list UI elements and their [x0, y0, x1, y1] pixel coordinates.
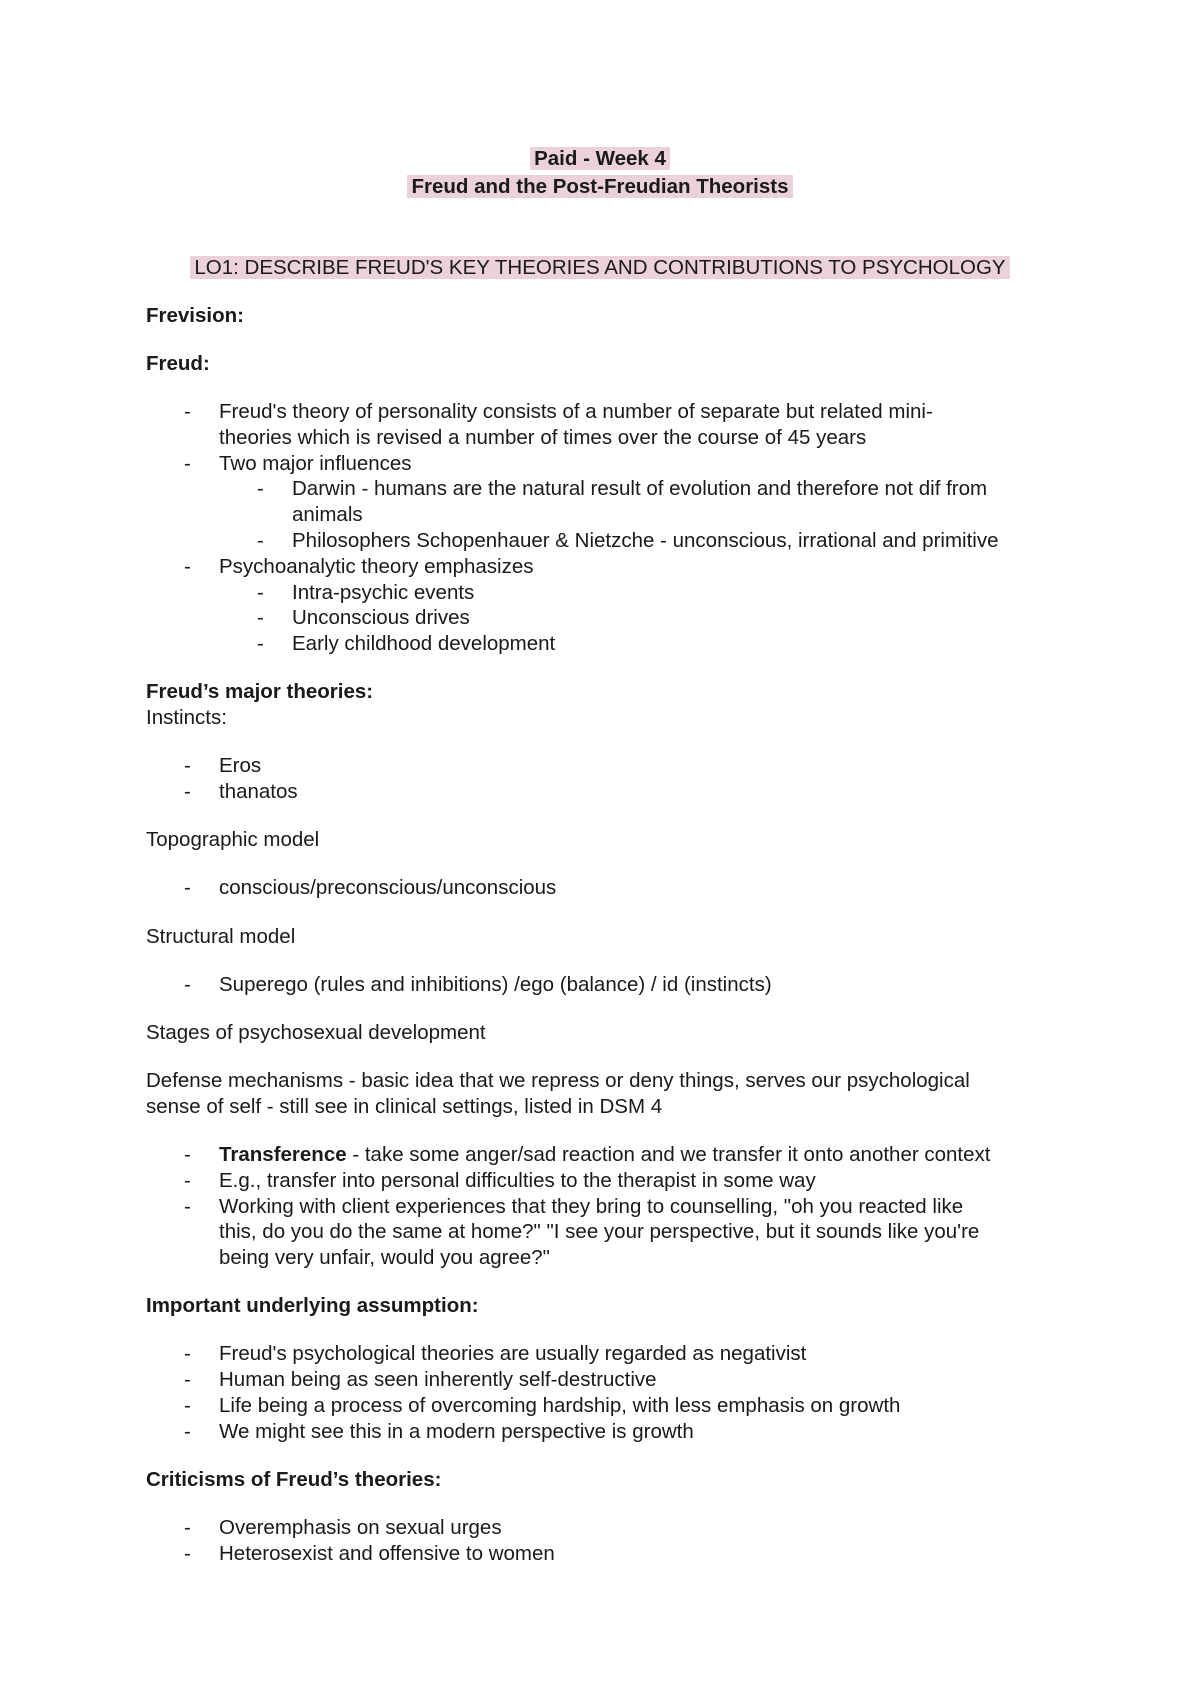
- bullet-dash: -: [184, 1169, 191, 1192]
- bullet-dash: -: [184, 1516, 191, 1539]
- topographic-label: Topographic model: [146, 828, 320, 851]
- frevision-heading: Frevision:: [146, 304, 244, 327]
- list-item: conscious/preconscious/unconscious: [219, 876, 557, 899]
- bullet-dash: -: [184, 973, 191, 996]
- bullet-dash: -: [184, 1368, 191, 1391]
- bullet-dash: -: [184, 400, 191, 423]
- defense-text-continuation: sense of self - still see in clinical settings, listed in DSM 4: [146, 1095, 663, 1118]
- bullet-dash: -: [257, 477, 264, 500]
- bullet-dash: -: [184, 754, 191, 777]
- doc-title-line2: Freud and the Post-Freudian Theorists: [0, 174, 1200, 200]
- list-item: Superego (rules and inhibitions) /ego (balance) / id (instincts): [219, 973, 772, 996]
- sub-list-item: Intra-psychic events: [292, 581, 475, 604]
- list-item: Freud's theory of personality consists of a number of separate but related mini-: [219, 400, 933, 423]
- list-item-continuation: this, do you do the same at home?" "I see your perspective, but it sounds like you're: [219, 1220, 980, 1243]
- assumption-heading: Important underlying assumption:: [146, 1294, 479, 1317]
- bullet-dash: -: [257, 581, 264, 604]
- list-item-continuation: theories which is revised a number of times over the course of 45 years: [219, 426, 867, 449]
- bullet-dash: -: [184, 1342, 191, 1365]
- sub-list-item-continuation: animals: [292, 503, 363, 526]
- bullet-dash: -: [184, 452, 191, 475]
- list-item: Eros: [219, 754, 262, 777]
- bullet-dash: -: [184, 1195, 191, 1218]
- list-item: Working with client experiences that they bring to counselling, "oh you reacted like: [219, 1195, 964, 1218]
- list-item: Psychoanalytic theory emphasizes: [219, 555, 534, 578]
- sub-list-item: Early childhood development: [292, 632, 556, 655]
- instincts-label: Instincts:: [146, 706, 227, 729]
- bullet-dash: -: [257, 606, 264, 629]
- criticisms-heading: Criticisms of Freud’s theories:: [146, 1468, 442, 1491]
- bullet-dash: -: [184, 1143, 191, 1166]
- freud-heading: Freud:: [146, 352, 210, 375]
- list-item: Heterosexist and offensive to women: [219, 1542, 555, 1565]
- bullet-dash: -: [257, 529, 264, 552]
- defense-text: Defense mechanisms - basic idea that we repress or deny things, serves our psychological: [146, 1069, 970, 1092]
- list-item: Human being as seen inherently self-destructive: [219, 1368, 657, 1391]
- doc-title-line1: Paid - Week 4: [0, 146, 1200, 172]
- list-item: [219, 1142, 990, 1168]
- list-item: Life being a process of overcoming hardship, with less emphasis on growth: [219, 1394, 901, 1417]
- bullet-dash: -: [184, 1420, 191, 1443]
- learning-objective: LO1: DESCRIBE FREUD'S KEY THEORIES AND CONTRIBUTIONS TO PSYCHOLOGY: [0, 255, 1200, 281]
- bullet-dash: -: [184, 555, 191, 578]
- list-item: Overemphasis on sexual urges: [219, 1516, 502, 1539]
- bullet-dash: -: [257, 632, 264, 655]
- list-item: We might see this in a modern perspective is growth: [219, 1420, 694, 1443]
- list-item: thanatos: [219, 780, 298, 803]
- structural-label: Structural model: [146, 925, 296, 948]
- bullet-dash: -: [184, 1542, 191, 1565]
- list-item: E.g., transfer into personal difficulties to the therapist in some way: [219, 1169, 816, 1192]
- sub-list-item: Darwin - humans are the natural result of evolution and therefore not dif from: [292, 477, 988, 500]
- list-item-continuation: being very unfair, would you agree?": [219, 1246, 550, 1269]
- bullet-dash: -: [184, 780, 191, 803]
- transference-description: - take some anger/sad reaction and we transfer it onto another context: [346, 1143, 991, 1166]
- list-item: Two major influences: [219, 452, 412, 475]
- major-theories-heading: Freud’s major theories:: [146, 680, 374, 703]
- sub-list-item: Unconscious drives: [292, 606, 470, 629]
- list-item: Freud's psychological theories are usually regarded as negativist: [219, 1342, 807, 1365]
- transference-term: Transference: [219, 1143, 347, 1166]
- bullet-dash: -: [184, 876, 191, 899]
- bullet-dash: -: [184, 1394, 191, 1417]
- stages-label: Stages of psychosexual development: [146, 1021, 486, 1044]
- sub-list-item: Philosophers Schopenhauer & Nietzche - unconscious, irrational and primitive: [292, 529, 999, 552]
